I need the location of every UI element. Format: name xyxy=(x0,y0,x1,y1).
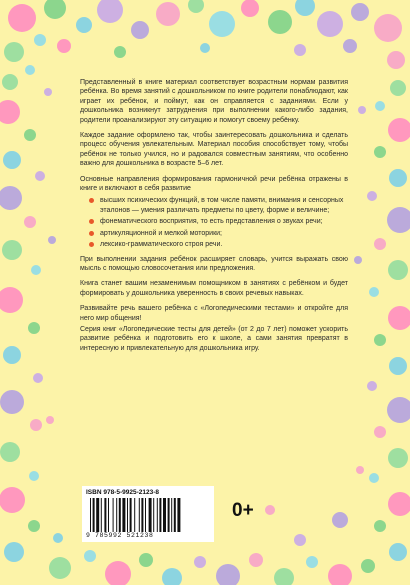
decorative-dot xyxy=(84,550,96,562)
bullet-dot xyxy=(89,231,94,236)
directions-list xyxy=(80,196,348,249)
paragraph-directions: Основные направления формирования гармоничной речи ребёнка отражены в книге и включают в себя развитие xyxy=(80,175,348,193)
bullet-dot xyxy=(89,242,94,247)
decorative-dot xyxy=(53,533,63,543)
decorative-dot xyxy=(0,442,20,462)
decorative-dot xyxy=(188,0,204,13)
isbn-label: ISBN 978-5-9925-2123-8 xyxy=(86,489,159,496)
decorative-dot xyxy=(351,3,369,21)
decorative-dot xyxy=(0,487,25,513)
decorative-dot xyxy=(76,17,92,33)
decorative-dot xyxy=(374,238,386,250)
decorative-dot xyxy=(274,568,294,585)
paragraph-helper: Книга станет вашим незаменимым помощником в занятиях с ребёнком и будет формировать у дошкольника уверенность в своих речевых навыках. xyxy=(80,280,348,297)
decorative-dot xyxy=(4,542,24,562)
decorative-dot xyxy=(265,505,275,515)
decorative-dot xyxy=(46,416,54,424)
decorative-dot xyxy=(33,373,43,383)
bullet-dot xyxy=(89,198,94,203)
barcode-panel xyxy=(82,486,214,542)
decorative-dot xyxy=(194,556,206,568)
decorative-dot xyxy=(387,207,410,233)
barcode-digits: 9 785992 521238 xyxy=(86,532,154,539)
decorative-dot xyxy=(390,80,406,96)
decorative-dot xyxy=(209,11,235,37)
decorative-dot xyxy=(24,129,36,141)
decorative-dot xyxy=(387,51,405,69)
decorative-dot xyxy=(358,106,366,114)
bullet-dot xyxy=(89,219,94,224)
decorative-dot xyxy=(105,561,131,585)
paragraph-vocabulary: При выполнении задания ребёнок расширяет словарь, учится выражать свою мысль с помощью словосочетания или предложения. xyxy=(80,255,348,272)
decorative-dot xyxy=(306,556,318,568)
list-item: фонематического восприятия, то есть представления о звуках речи; xyxy=(94,217,348,226)
decorative-dot xyxy=(369,473,379,483)
decorative-dot xyxy=(44,88,52,96)
paragraph-series: Серия книг «Логопедические тесты для детей» (от 2 до 7 лет) поможет ускорить развитие ребёнка и подготовить его к школе, а сами занятия превратят в интересную и привлекательную для дошкольника игру. xyxy=(80,325,348,352)
decorative-dot xyxy=(0,287,23,313)
decorative-dot xyxy=(97,0,123,23)
decorative-dot xyxy=(216,564,240,585)
decorative-dot xyxy=(114,46,126,58)
decorative-dot xyxy=(388,118,410,142)
decorative-dot xyxy=(241,0,259,17)
decorative-dot xyxy=(374,520,386,532)
decorative-dot xyxy=(389,169,407,187)
decorative-dot xyxy=(367,381,377,391)
decorative-dot xyxy=(374,334,386,346)
decorative-dot xyxy=(162,568,182,585)
decorative-dot xyxy=(374,14,402,42)
decorative-dot xyxy=(389,543,407,561)
decorative-dot xyxy=(29,471,39,481)
decorative-dot xyxy=(35,171,45,181)
decorative-dot xyxy=(343,39,357,53)
decorative-dot xyxy=(294,534,306,546)
decorative-dot xyxy=(268,10,292,34)
decorative-dot xyxy=(328,564,352,585)
decorative-dot xyxy=(34,34,46,46)
decorative-dot xyxy=(249,553,263,567)
decorative-dot xyxy=(3,346,21,364)
decorative-dot xyxy=(375,101,385,111)
decorative-dot xyxy=(8,4,36,32)
decorative-dot xyxy=(389,357,407,375)
decorative-dot xyxy=(388,306,410,330)
paragraph-tasks: Каждое задание оформлено так, чтобы заинтересовать дошкольника и сделать процесс обучения увлекательным. Материал пособия способствует тому, чтобы ребёнок не только учился, но и радовался совместным занятиям, что особенно важно для дошкольника в возрасте 5–6 лет. xyxy=(80,132,348,168)
paragraph-intro: Представленный в книге материал соответствует возрастным нормам развития ребёнка. Во время занятий с дошкольником по книге родители понаблюдают, как играет их ребёнок, и поймут, как он справляется с заданиями. Если у дошкольника возникнут затруднения при выполнении какого-либо задания, родители проанализируют эту ситуацию и помогут своему ребёнку. xyxy=(80,79,348,124)
decorative-dot xyxy=(28,520,40,532)
decorative-dot xyxy=(44,0,66,19)
decorative-dot xyxy=(4,42,24,62)
decorative-dot xyxy=(57,39,71,53)
barcode-icon xyxy=(90,498,206,532)
decorative-dot xyxy=(2,240,22,260)
decorative-dot xyxy=(131,21,149,39)
decorative-dot xyxy=(388,260,408,280)
decorative-dot xyxy=(387,397,410,423)
decorative-dot xyxy=(356,466,364,474)
decorative-dot xyxy=(0,100,20,124)
decorative-dot xyxy=(3,151,21,169)
decorative-dot xyxy=(48,236,56,244)
age-rating-badge: 0+ xyxy=(232,500,254,521)
decorative-dot xyxy=(30,419,42,431)
decorative-dot xyxy=(295,0,315,16)
decorative-dot xyxy=(374,146,386,158)
list-item: лексико-грамматического строя речи. xyxy=(94,240,348,249)
decorative-dot xyxy=(2,74,18,90)
decorative-dot xyxy=(28,322,40,334)
decorative-dot xyxy=(388,492,410,516)
decorative-dot xyxy=(156,2,180,26)
decorative-dot xyxy=(25,65,35,75)
list-item: артикуляционной и мелкой моторики; xyxy=(94,229,348,238)
decorative-dot xyxy=(369,287,379,297)
paragraph-invite: Развивайте речь вашего ребёнка с «Логопедическими тестами» и откройте для него мир общения! xyxy=(80,305,348,322)
decorative-dot xyxy=(0,186,22,210)
decorative-dot xyxy=(317,11,343,37)
decorative-dot xyxy=(200,43,210,53)
decorative-dot xyxy=(24,216,36,228)
decorative-dot xyxy=(49,557,71,579)
decorative-dot xyxy=(374,426,386,438)
decorative-dot xyxy=(294,44,306,56)
decorative-dot xyxy=(332,512,348,528)
decorative-dot xyxy=(31,265,41,275)
decorative-dot xyxy=(139,553,153,567)
decorative-dot xyxy=(354,256,362,264)
list-item: высших психических функций, в том числе памяти, внимания и сенсорных эталонов — умения различать предметы по цвету, форме и величине; xyxy=(94,196,348,215)
decorative-dot xyxy=(367,191,377,201)
cover-text-block xyxy=(80,78,348,359)
decorative-dot xyxy=(361,559,375,573)
decorative-dot xyxy=(0,390,24,414)
decorative-dot xyxy=(388,448,408,468)
